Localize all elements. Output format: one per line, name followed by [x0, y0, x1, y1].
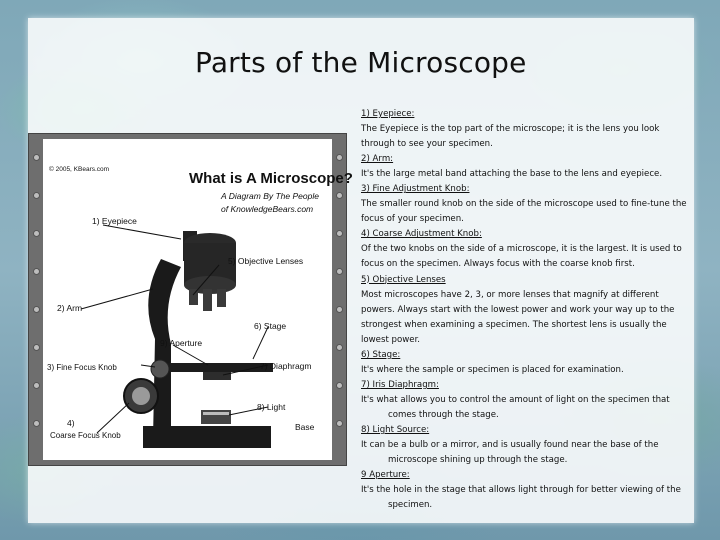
- section-heading-aperture: 9 Aperture:: [361, 470, 410, 481]
- film-hole: [336, 192, 343, 199]
- film-hole: [336, 420, 343, 427]
- section-heading-eyepiece: 1) Eyepiece:: [361, 109, 415, 119]
- diagram-subheading-1: A Diagram By The People: [221, 191, 319, 201]
- label-base: Base: [295, 422, 315, 432]
- section-body-aperture: It's the hole in the stage that allows light through for better viewing of the specimen.: [361, 485, 681, 511]
- diaphragm-shape: [203, 372, 231, 380]
- microscope-illustration: [43, 139, 353, 460]
- label-diaphragm: 7) Diaphragm: [260, 361, 312, 371]
- film-hole: [33, 420, 40, 427]
- section-heading-diaphragm: 7) Iris Diaphragm:: [361, 379, 439, 390]
- film-hole: [336, 230, 343, 237]
- film-hole: [33, 192, 40, 199]
- label-light: 8) Light: [257, 402, 286, 412]
- film-hole: [336, 154, 343, 161]
- diagram-canvas: [43, 139, 353, 460]
- arm-shape: [148, 259, 181, 439]
- label-arm: 2) Arm: [57, 303, 83, 313]
- diagram-subheading-2: of KnowledgeBears.com: [221, 204, 314, 214]
- film-strip-left: [29, 134, 43, 465]
- section-body-diaphragm: It's what allows you to control the amount of light on the specimen that comes through the stage.: [361, 394, 670, 420]
- film-hole: [336, 344, 343, 351]
- label-coarse-focus: Coarse Focus Knob: [50, 431, 121, 440]
- fine-knob-shape: [151, 360, 169, 378]
- film-hole: [33, 382, 40, 389]
- section-body-objective-lenses: Most microscopes have 2, 3, or more lenses that magnify at different powers. Always start with the lowest power and work your way up to the strongest when examining a specimen. The shortest lens is usually the lowest power.: [361, 289, 675, 345]
- light-lamp: [203, 412, 229, 415]
- film-hole: [33, 268, 40, 275]
- section-heading-objective-lenses: 5) Objective Lenses: [361, 274, 446, 285]
- label-stage: 6) Stage: [254, 321, 287, 331]
- film-hole: [336, 268, 343, 275]
- parts-description-list: [361, 107, 693, 513]
- section-body-coarse-knob: Of the two knobs on the side of a microscope, it is the largest. It is used to focus on the specimen. Always focus with the coarse knob first.: [361, 244, 682, 270]
- section-heading-fine-knob: 3) Fine Adjustment Knob:: [361, 184, 470, 195]
- diagram-copyright: © 2005, KBears.com: [49, 166, 110, 173]
- section-body-arm: It's the large metal band attaching the base to the lens and eyepiece.: [361, 169, 663, 180]
- film-hole: [33, 306, 40, 313]
- film-hole: [336, 306, 343, 313]
- label-aperture: 9) Aperture: [160, 338, 203, 348]
- coarse-knob-inner: [132, 387, 150, 405]
- objective-lens: [203, 289, 212, 311]
- section-heading-stage: 6) Stage:: [361, 349, 401, 360]
- film-hole: [33, 344, 40, 351]
- label-fine-focus: 3) Fine Focus Knob: [47, 363, 117, 372]
- microscope-diagram: [28, 133, 353, 466]
- objective-lens: [217, 289, 226, 307]
- base-shape: [143, 426, 271, 448]
- section-body-stage: It's where the sample or specimen is placed for examination.: [361, 364, 624, 375]
- section-heading-coarse-knob: 4) Coarse Adjustment Knob:: [361, 229, 482, 240]
- section-heading-arm: 2) Arm:: [361, 154, 394, 165]
- section-heading-light-source: 8) Light Source:: [361, 424, 430, 435]
- film-hole: [33, 230, 40, 237]
- label-coarse-number: 4): [67, 418, 75, 428]
- diagram-heading: What is A Microscope?: [189, 170, 353, 187]
- film-hole: [33, 154, 40, 161]
- section-body-light-source: It can be a bulb or a mirror, and is usually found near the base of the microscope shining up through the stage.: [361, 440, 659, 466]
- film-hole: [336, 382, 343, 389]
- slide-title: Parts of the Microscope: [195, 46, 527, 79]
- section-body-eyepiece: The Eyepiece is the top part of the microscope; it is the lens you look through to see your specimen.: [361, 124, 660, 150]
- label-objective-lenses: 5) Objective Lenses: [228, 256, 304, 266]
- section-body-fine-knob: The smaller round knob on the side of the microscope used to fine-tune the focus of your specimen.: [361, 199, 687, 225]
- label-eyepiece: 1) Eyepiece: [92, 216, 137, 226]
